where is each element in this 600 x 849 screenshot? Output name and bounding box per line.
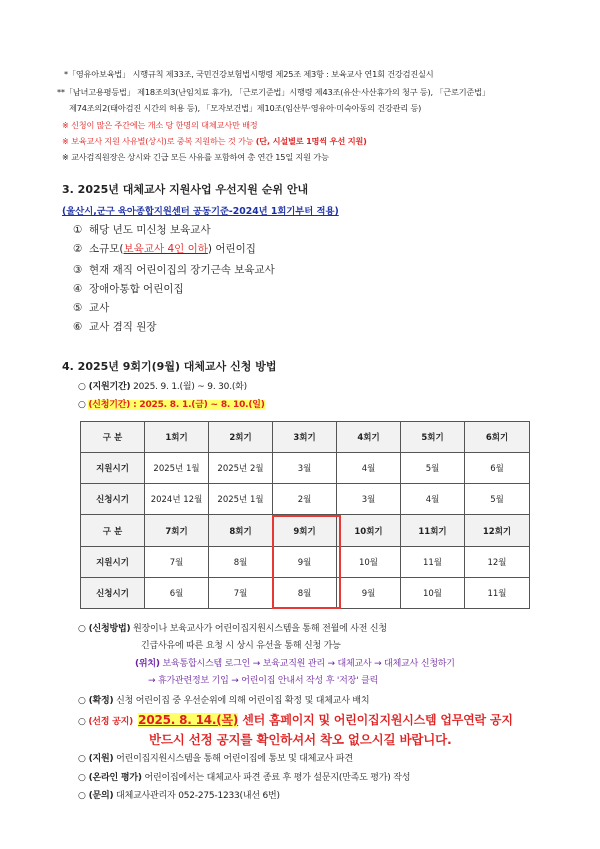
priority-item-5 [73, 300, 109, 315]
table-header-cell: 7회기 [145, 515, 209, 546]
table-cell: 12월 [465, 546, 530, 577]
footnote-1: *「영유아보육법」 시행규칙 제33조, 국민건강보험법시행령 제25조 제3항 : 보육교사 연1회 건강검진실시 [64, 69, 434, 79]
section-3-title: 3. 2025년 대체교사 지원사업 우선지원 순위 안내 [62, 183, 309, 196]
table-cell: 7월 [145, 546, 209, 577]
table-cell: 7월 [209, 577, 273, 608]
table-cell: 4월 [337, 453, 401, 484]
selection-label: (선정 공지) [88, 717, 134, 727]
section-4-title: 4. 2025년 9회기(9월) 대체교사 신청 방법 [62, 360, 277, 373]
online-eval-text: 어린이집에서는 대체교사 파견 종료 후 평가 설문지(만족도 평가) 작성 [144, 773, 411, 783]
confirm [78, 693, 369, 706]
table-cell: 3월 [273, 453, 337, 484]
table-header-cell: 5회기 [401, 422, 465, 453]
priority-num: ③ [73, 264, 83, 276]
priority-item-6 [73, 319, 157, 334]
online-eval-label: ○ (온라인 평가) [78, 773, 142, 783]
table-header-cell: 8회기 [209, 515, 273, 546]
table-row-label: 신청시기 [81, 577, 145, 608]
priority-text: 현재 재직 어린이집의 장기근속 보육교사 [89, 264, 275, 276]
note-2-text: ※ 보육교사 지원 사유별(상시)로 중복 지원하는 것 가능 [62, 136, 254, 146]
inquiry [78, 788, 280, 801]
selection-notice-line2: 반드시 선정 공지를 확인하셔서 착오 없으시길 바랍니다. [149, 732, 452, 747]
inquiry-label: ○ (문의) [78, 791, 114, 801]
online-eval [78, 770, 410, 783]
priority-num: ① [73, 224, 83, 236]
table-header-cell: 4회기 [337, 422, 401, 453]
table-header-cell: 1회기 [145, 422, 209, 453]
priority-num: ⑥ [73, 321, 83, 333]
table-cell: 8월 [209, 546, 273, 577]
section-3-criteria: (울산시,군구 육아종합지원센터 공동기준-2024년 1회기부터 적용) [62, 206, 339, 217]
location-label: (위치) [135, 659, 160, 669]
location-path-1: 보육통합시스템 로그인 → 보육교직원 관리 → 대체교사 → 대체교사 신청하기 [162, 659, 455, 669]
footnote-2a: **「남녀고용평등법」 제18조의3(난임치료 휴가), 「근로기준법」시행령 제43조(유산·사산휴가의 청구 등), 「근로기준법」 [57, 87, 490, 97]
table-cell: 11월 [465, 577, 530, 608]
priority-text: 장애아통합 어린이집 [89, 283, 184, 295]
note-3: ※ 교사검직원장은 상시와 긴급 모든 사유를 포함하여 총 연간 15일 지원 가능 [62, 152, 329, 162]
table-cell: 9월 [337, 577, 401, 608]
table-cell: 5월 [465, 484, 530, 515]
confirm-text: 신청 어린이집 중 우선순위에 의해 어린이집 확정 및 대체교사 배치 [116, 696, 370, 706]
selection-notice [78, 709, 513, 728]
priority-text-highlight: 보육교사 4인 이하 [123, 243, 208, 255]
table-header-row [81, 422, 530, 453]
priority-num: ④ [73, 283, 83, 295]
priority-text: 해당 년도 미신청 보육교사 [89, 224, 211, 236]
table-cell: 11월 [401, 546, 465, 577]
table-cell: 6월 [465, 453, 530, 484]
support-period-value: 2025. 9. 1.(월) ~ 9. 30.(화) [133, 382, 247, 392]
apply-method-text: 원장이나 보육교사가 어린이집지원시스템을 통해 전월에 사전 신청 [133, 624, 387, 634]
note-1: ※ 신청이 많은 주간에는 개소 당 한명의 대체교사만 배정 [62, 120, 258, 130]
apply-method-label: ○ (신청방법) [78, 624, 131, 634]
table-header-cell: 12회기 [465, 515, 530, 546]
note-2-bold: (단, 시설별로 1명씩 우선 지원) [255, 136, 367, 146]
selection-date: 2025. 8. 14.(목) [138, 713, 239, 727]
priority-item-3 [73, 262, 275, 277]
priority-text: 교사 [89, 302, 110, 314]
table-header-cell: 10회기 [337, 515, 401, 546]
priority-item-1 [73, 222, 211, 237]
current-session-highlight-box [272, 515, 341, 609]
table-cell: 2월 [273, 484, 337, 515]
table-row [81, 484, 530, 515]
priority-text-post: ) 어린이집 [207, 243, 256, 255]
table-cell: 2024년 12월 [145, 484, 209, 515]
confirm-label: ○ (확정) [78, 696, 114, 706]
table-cell: 2025년 2월 [209, 453, 273, 484]
note-2 [62, 136, 367, 147]
table-row-label: 신청시기 [81, 484, 145, 515]
table-header-cell: 구 분 [81, 515, 145, 546]
priority-text-pre: 소규모( [89, 243, 124, 255]
support-period [78, 379, 247, 392]
priority-num: ② [73, 243, 83, 255]
table-cell: 8월 [273, 577, 337, 608]
table-header-cell: 2회기 [209, 422, 273, 453]
inquiry-text: 대체교사관리자 052-275-1233(내선 6번) [116, 791, 280, 801]
table-cell: 10월 [401, 577, 465, 608]
table-row [81, 453, 530, 484]
footnote-2b: 제74조의2(태아검진 시간의 허용 등), 「모자보건법」제10조(임산부·영유아·미숙아동의 건강관리 등) [69, 103, 422, 113]
apply-period-text: (신청기간) : 2025. 8. 1.(금) ~ 8. 10.(일) [88, 400, 265, 410]
selection-bullet: ○ [78, 717, 89, 727]
table-cell: 10월 [337, 546, 401, 577]
table-cell: 9월 [273, 546, 337, 577]
support-text: 어린이집지원시스템을 통해 어린이집에 통보 및 대체교사 파견 [116, 754, 353, 764]
location-line-1 [135, 656, 455, 669]
apply-method-sub: 긴급사유에 따른 요청 시 상시 유선을 통해 신청 가능 [141, 641, 341, 651]
apply-period [78, 397, 265, 410]
table-header-cell: 9회기 [273, 515, 337, 546]
table-cell: 5월 [401, 453, 465, 484]
table-header-cell: 6회기 [465, 422, 530, 453]
location-line-2: → 휴가관련정보 기입 → 어린이집 안내서 작성 후 '저장' 클릭 [148, 676, 379, 686]
table-row-label: 지원시기 [81, 453, 145, 484]
priority-num: ⑤ [73, 302, 83, 314]
table-header-cell: 3회기 [273, 422, 337, 453]
priority-item-4 [73, 281, 184, 296]
priority-item-2 [73, 241, 256, 256]
table-header-cell: 구 분 [81, 422, 145, 453]
support-label: ○ (지원) [78, 754, 114, 764]
priority-text: 교사 겸직 원장 [89, 321, 157, 333]
table-cell: 3월 [337, 484, 401, 515]
support [78, 751, 353, 764]
table-cell: 6월 [145, 577, 209, 608]
table-cell: 2025년 1월 [209, 484, 273, 515]
selection-text: 센터 홈페이지 및 어린이집지원시스템 업무연락 공지 [238, 713, 513, 727]
apply-method [78, 621, 387, 634]
table-row-label: 지원시기 [81, 546, 145, 577]
support-period-label: ○ (지원기간) [78, 382, 131, 392]
table-cell: 4월 [401, 484, 465, 515]
apply-period-bullet: ○ [78, 400, 89, 410]
table-cell: 2025년 1월 [145, 453, 209, 484]
table-header-cell: 11회기 [401, 515, 465, 546]
